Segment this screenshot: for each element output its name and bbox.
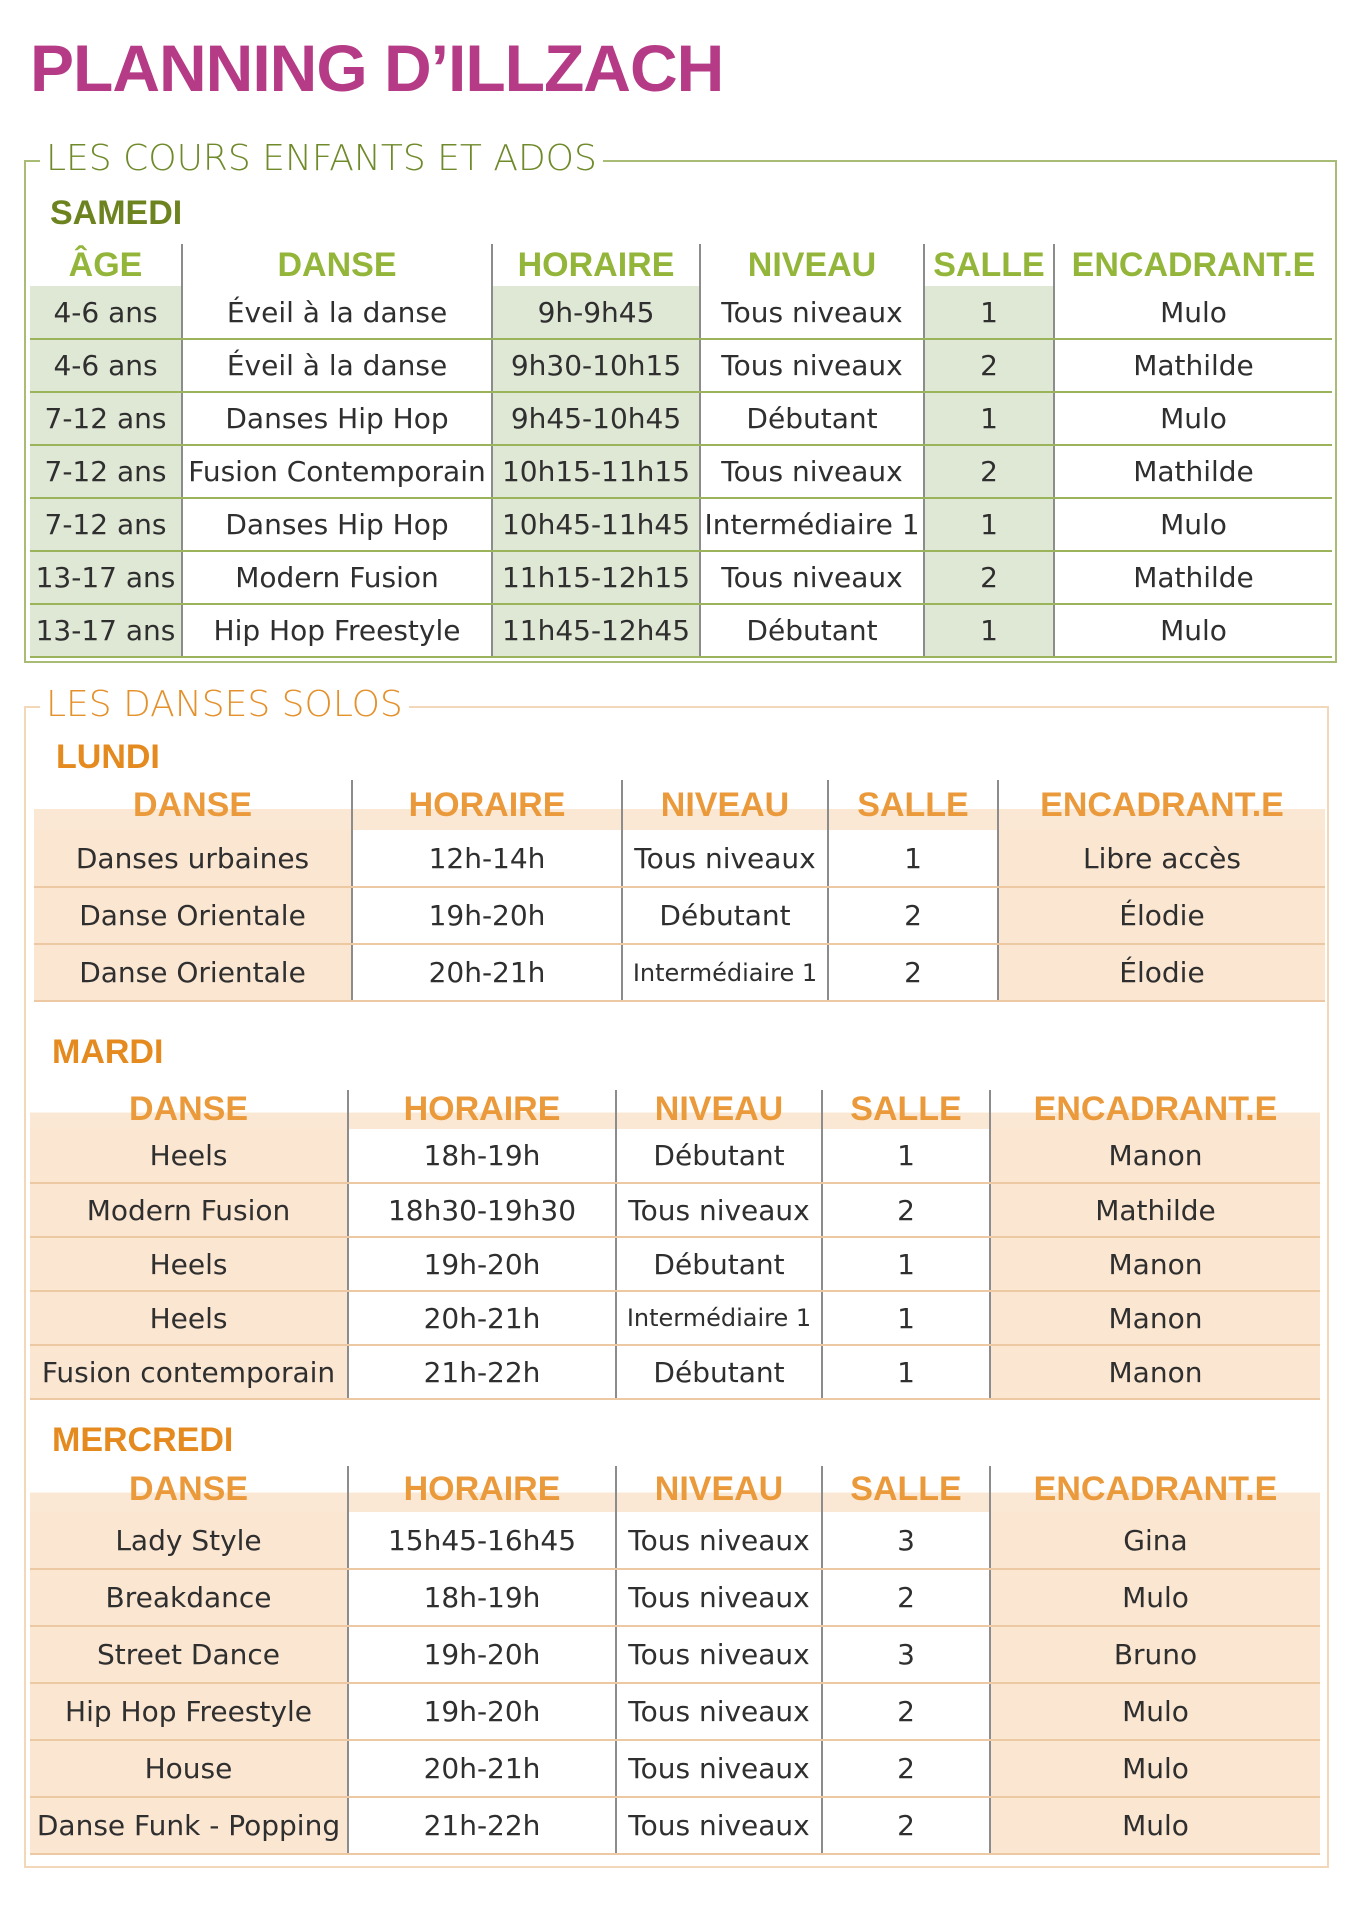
enfants-cell: Danses Hip Hop: [182, 498, 492, 551]
mercredi-cell: 15h45-16h45: [348, 1512, 616, 1569]
table-row: [30, 286, 1332, 339]
table-row: [30, 392, 1332, 445]
lundi-cell: 20h-21h: [352, 944, 622, 1001]
lundi-cell: Tous niveaux: [622, 830, 828, 887]
mardi-cell: 1: [822, 1345, 990, 1399]
enfants-cell: Éveil à la danse: [182, 339, 492, 392]
mardi-cell: Heels: [30, 1291, 348, 1345]
mercredi-cell: Gina: [990, 1512, 1320, 1569]
enfants-cell: 1: [924, 604, 1054, 657]
mardi-cell: Fusion contemporain: [30, 1345, 348, 1399]
enfants-header-0: ÂGE: [30, 244, 182, 286]
enfants-cell: 1: [924, 498, 1054, 551]
enfants-cell: Modern Fusion: [182, 551, 492, 604]
mardi-cell: Débutant: [616, 1129, 822, 1183]
mercredi-header-2: NIVEAU: [616, 1466, 822, 1512]
enfants-cell: 10h15-11h15: [492, 445, 700, 498]
enfants-cell: Intermédiaire 1: [700, 498, 924, 551]
lundi-cell: Danses urbaines: [34, 830, 352, 887]
table-row: [30, 339, 1332, 392]
mardi-cell: 1: [822, 1129, 990, 1183]
mercredi-cell: 19h-20h: [348, 1683, 616, 1740]
table-row: [30, 1626, 1320, 1683]
enfants-cell: Danses Hip Hop: [182, 392, 492, 445]
lundi-cell: 2: [828, 887, 998, 944]
enfants-cell: 1: [924, 286, 1054, 339]
day-mardi: MARDI: [52, 1033, 164, 1071]
enfants-cell: Fusion Contemporain: [182, 445, 492, 498]
enfants-cell: 2: [924, 551, 1054, 604]
enfants-cell: Mulo: [1054, 498, 1332, 551]
enfants-cell: 11h45-12h45: [492, 604, 700, 657]
mardi-cell: Manon: [990, 1345, 1320, 1399]
lundi-cell: Élodie: [998, 944, 1325, 1001]
enfants-cell: Éveil à la danse: [182, 286, 492, 339]
mardi-cell: Intermédiaire 1: [616, 1291, 822, 1345]
mardi-cell: Manon: [990, 1129, 1320, 1183]
enfants-cell: Mathilde: [1054, 551, 1332, 604]
table-row: [30, 445, 1332, 498]
enfants-cell: Mulo: [1054, 286, 1332, 339]
section-solos-title: LES DANSES SOLOS: [40, 684, 409, 725]
lundi-header-4: ENCADRANT.E: [998, 780, 1325, 830]
mardi-cell: 19h-20h: [348, 1237, 616, 1291]
enfants-cell: 7-12 ans: [30, 445, 182, 498]
enfants-cell: Hip Hop Freestyle: [182, 604, 492, 657]
enfants-cell: 2: [924, 339, 1054, 392]
mercredi-cell: Breakdance: [30, 1569, 348, 1626]
mardi-cell: Mathilde: [990, 1183, 1320, 1237]
mercredi-cell: House: [30, 1740, 348, 1797]
mercredi-cell: Tous niveaux: [616, 1626, 822, 1683]
mercredi-cell: 19h-20h: [348, 1626, 616, 1683]
mercredi-cell: 2: [822, 1569, 990, 1626]
mardi-cell: 1: [822, 1291, 990, 1345]
mercredi-cell: 2: [822, 1797, 990, 1854]
enfants-cell: Débutant: [700, 604, 924, 657]
section-enfants-title: LES COURS ENFANTS ET ADOS: [40, 138, 603, 179]
mardi-cell: Manon: [990, 1237, 1320, 1291]
mercredi-cell: 3: [822, 1512, 990, 1569]
enfants-cell: 9h30-10h15: [492, 339, 700, 392]
day-mercredi: MERCREDI: [52, 1421, 234, 1459]
enfants-cell: 10h45-11h45: [492, 498, 700, 551]
mercredi-cell: 18h-19h: [348, 1569, 616, 1626]
table-row: [30, 1345, 1320, 1399]
lundi-header-2: NIVEAU: [622, 780, 828, 830]
mardi-cell: Modern Fusion: [30, 1183, 348, 1237]
mardi-cell: 21h-22h: [348, 1345, 616, 1399]
mercredi-cell: 21h-22h: [348, 1797, 616, 1854]
lundi-cell: Débutant: [622, 887, 828, 944]
mercredi-cell: Tous niveaux: [616, 1797, 822, 1854]
enfants-cell: 13-17 ans: [30, 551, 182, 604]
enfants-cell: 7-12 ans: [30, 392, 182, 445]
enfants-header-1: DANSE: [182, 244, 492, 286]
enfants-cell: Tous niveaux: [700, 551, 924, 604]
mardi-cell: 20h-21h: [348, 1291, 616, 1345]
enfants-cell: 9h-9h45: [492, 286, 700, 339]
table-row: [30, 551, 1332, 604]
page-title: PLANNING D’ILLZACH: [30, 31, 724, 105]
lundi-cell: 1: [828, 830, 998, 887]
table-row: [30, 498, 1332, 551]
mercredi-cell: 2: [822, 1740, 990, 1797]
mercredi-header-3: SALLE: [822, 1466, 990, 1512]
enfants-cell: 7-12 ans: [30, 498, 182, 551]
day-samedi: SAMEDI: [50, 194, 183, 232]
enfants-header-4: SALLE: [924, 244, 1054, 286]
mercredi-cell: Danse Funk - Popping: [30, 1797, 348, 1854]
mardi-cell: Manon: [990, 1291, 1320, 1345]
lundi-cell: 19h-20h: [352, 887, 622, 944]
lundi-header-1: HORAIRE: [352, 780, 622, 830]
mercredi-cell: Tous niveaux: [616, 1740, 822, 1797]
enfants-cell: 9h45-10h45: [492, 392, 700, 445]
mercredi-cell: Hip Hop Freestyle: [30, 1683, 348, 1740]
lundi-cell: Danse Orientale: [34, 944, 352, 1001]
mercredi-cell: Mulo: [990, 1797, 1320, 1854]
mardi-cell: 1: [822, 1237, 990, 1291]
enfants-cell: Mathilde: [1054, 445, 1332, 498]
mercredi-cell: Mulo: [990, 1683, 1320, 1740]
table-row: [30, 1237, 1320, 1291]
mardi-header-3: SALLE: [822, 1090, 990, 1129]
lundi-cell: Libre accès: [998, 830, 1325, 887]
table-row: [30, 1569, 1320, 1626]
enfants-cell: 11h15-12h15: [492, 551, 700, 604]
lundi-header-0: DANSE: [34, 780, 352, 830]
table-row: [30, 1183, 1320, 1237]
table-row: [30, 1797, 1320, 1854]
table-row: [30, 1740, 1320, 1797]
mercredi-cell: 20h-21h: [348, 1740, 616, 1797]
mercredi-header-0: DANSE: [30, 1466, 348, 1512]
table-enfants: [30, 244, 1332, 658]
table-row: [30, 1512, 1320, 1569]
mardi-cell: Heels: [30, 1129, 348, 1183]
mardi-header-0: DANSE: [30, 1090, 348, 1129]
table-row: [34, 887, 1325, 944]
mardi-header-2: NIVEAU: [616, 1090, 822, 1129]
table-lundi: [34, 780, 1325, 1002]
enfants-cell: Tous niveaux: [700, 286, 924, 339]
mercredi-cell: Mulo: [990, 1740, 1320, 1797]
mardi-cell: Débutant: [616, 1345, 822, 1399]
lundi-cell: Danse Orientale: [34, 887, 352, 944]
enfants-cell: 1: [924, 392, 1054, 445]
mardi-header-4: ENCADRANT.E: [990, 1090, 1320, 1129]
enfants-cell: 2: [924, 445, 1054, 498]
table-row: [30, 1129, 1320, 1183]
lundi-cell: Intermédiaire 1: [622, 944, 828, 1001]
lundi-cell: 12h-14h: [352, 830, 622, 887]
enfants-cell: 4-6 ans: [30, 339, 182, 392]
enfants-cell: 13-17 ans: [30, 604, 182, 657]
mardi-cell: 18h30-19h30: [348, 1183, 616, 1237]
mercredi-cell: Tous niveaux: [616, 1569, 822, 1626]
table-row: [30, 1683, 1320, 1740]
mercredi-header-1: HORAIRE: [348, 1466, 616, 1512]
enfants-cell: Mulo: [1054, 604, 1332, 657]
enfants-header-2: HORAIRE: [492, 244, 700, 286]
enfants-header-5: ENCADRANT.E: [1071, 245, 1316, 284]
table-row: [34, 830, 1325, 887]
mercredi-cell: 3: [822, 1626, 990, 1683]
enfants-cell: 4-6 ans: [30, 286, 182, 339]
table-row: [30, 1291, 1320, 1345]
mercredi-cell: Bruno: [990, 1626, 1320, 1683]
mardi-cell: Tous niveaux: [616, 1183, 822, 1237]
mardi-cell: Heels: [30, 1237, 348, 1291]
mercredi-cell: 2: [822, 1683, 990, 1740]
mercredi-cell: Mulo: [990, 1569, 1320, 1626]
enfants-cell: Mulo: [1054, 392, 1332, 445]
mercredi-cell: Tous niveaux: [616, 1512, 822, 1569]
enfants-cell: Débutant: [700, 392, 924, 445]
mardi-cell: 18h-19h: [348, 1129, 616, 1183]
table-row: [30, 604, 1332, 657]
mardi-cell: Débutant: [616, 1237, 822, 1291]
day-lundi: LUNDI: [56, 738, 160, 776]
mardi-header-1: HORAIRE: [348, 1090, 616, 1129]
mardi-cell: 2: [822, 1183, 990, 1237]
enfants-header-3: NIVEAU: [700, 244, 924, 286]
mercredi-cell: Tous niveaux: [616, 1683, 822, 1740]
table-mercredi: [30, 1466, 1320, 1855]
lundi-cell: 2: [828, 944, 998, 1001]
mercredi-header-4: ENCADRANT.E: [990, 1466, 1320, 1512]
lundi-cell: Élodie: [998, 887, 1325, 944]
table-mardi: [30, 1090, 1320, 1400]
table-row: [34, 944, 1325, 1001]
enfants-cell: Tous niveaux: [700, 445, 924, 498]
mercredi-cell: Street Dance: [30, 1626, 348, 1683]
lundi-header-3: SALLE: [828, 780, 998, 830]
mercredi-cell: Lady Style: [30, 1512, 348, 1569]
enfants-cell: Tous niveaux: [700, 339, 924, 392]
enfants-cell: Mathilde: [1054, 339, 1332, 392]
